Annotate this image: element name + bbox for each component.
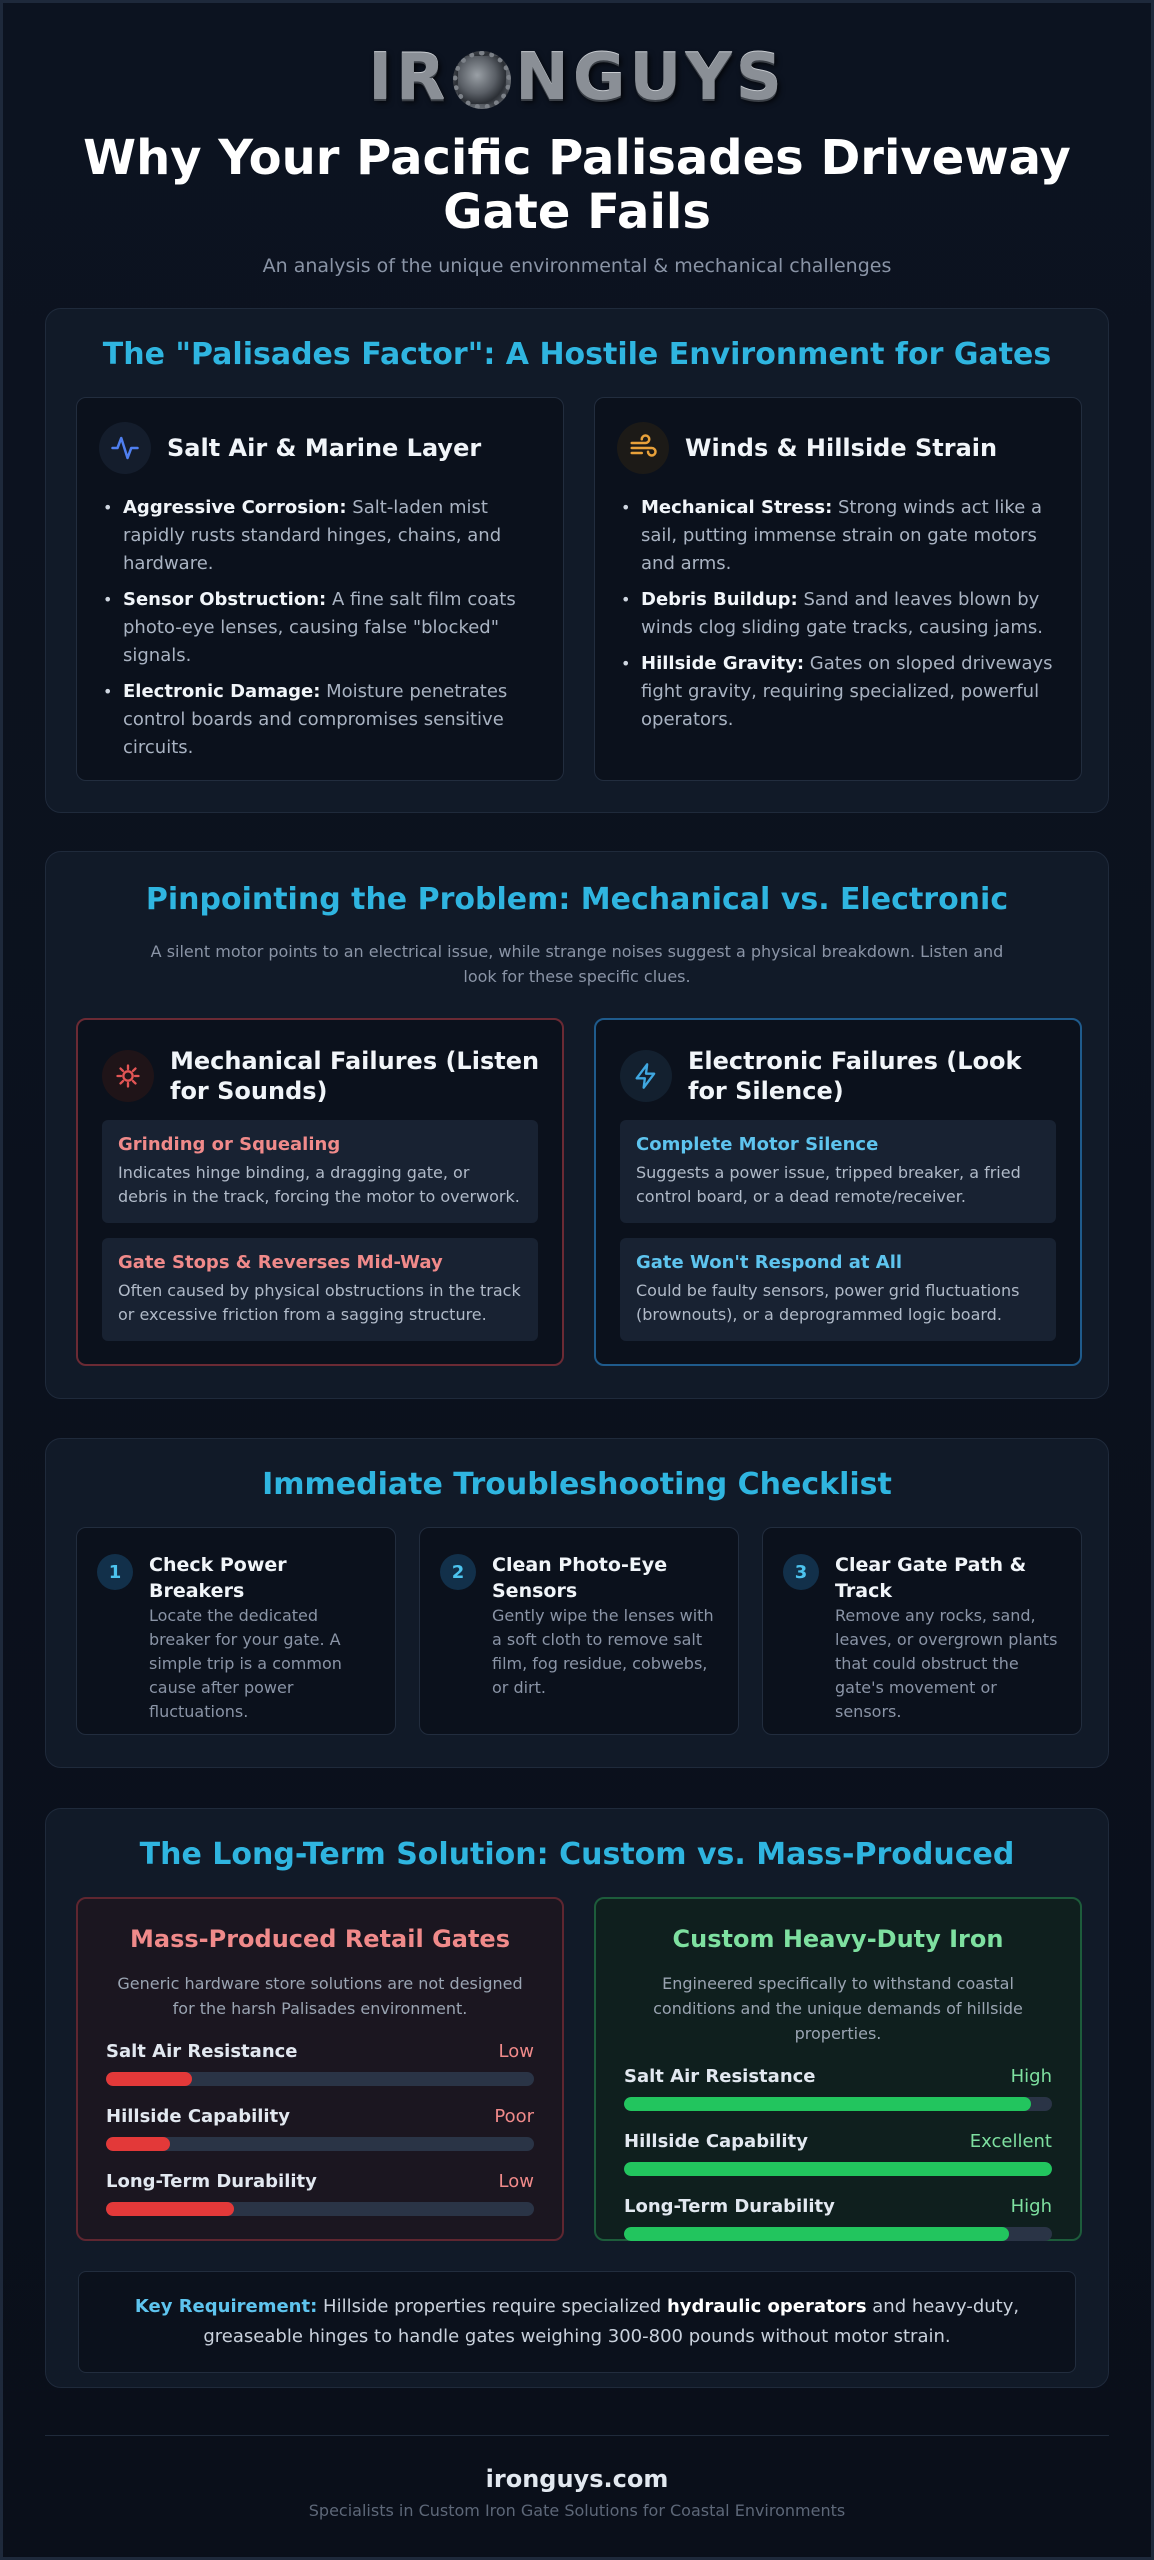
step-text: Gently wipe the lenses with a soft cloth to remove salt film, fog residue, cobwebs, or dirt.: [492, 1606, 714, 1697]
electronic-failures-card: [594, 1018, 1082, 1366]
solution-section: [45, 1808, 1109, 2388]
failure-item: [620, 1120, 1056, 1223]
failure-title: Gate Won't Respond at All: [636, 1252, 903, 1273]
list-item: • Electronic Damage: Moisture penetrates control boards and compromises sensitive circuits.: [99, 678, 541, 762]
card-title: Salt Air & Marine Layer: [167, 434, 482, 462]
checklist-section: [45, 1438, 1109, 1768]
metric-bar: [624, 2227, 1052, 2241]
metric-label: Salt Air Resistance: [624, 2066, 816, 2087]
custom-iron-card: [594, 1897, 1082, 2241]
metric-fill: [106, 2202, 234, 2216]
metric-label: Hillside Capability: [624, 2131, 808, 2152]
list-item: • Debris Buildup: Sand and leaves blown by winds clog sliding gate tracks, causing jams.: [617, 586, 1059, 642]
key-highlight: hydraulic operators: [666, 2296, 867, 2317]
metric-bar: [624, 2097, 1052, 2111]
metric: [624, 2196, 1052, 2241]
step-number: 3: [783, 1554, 819, 1590]
metric-value: High: [1010, 2196, 1052, 2217]
retail-gates-card: [76, 1897, 564, 2241]
section-note: A silent motor points to an electrical issue, while strange noises suggest a physical breakdown. Listen and look for these specific clues.: [150, 942, 1004, 986]
palisades-factor-section: [45, 308, 1109, 813]
failure-item: [102, 1238, 538, 1341]
failure-text: Suggests a power issue, tripped breaker, a fried control board, or a dead remote/receiver.: [636, 1163, 1021, 1206]
metric-bar: [106, 2072, 534, 2086]
card-description: Engineered specifically to withstand coastal conditions and the unique demands of hillside properties.: [653, 1974, 1023, 2043]
footer-tagline: Specialists in Custom Iron Gate Solutions for Coastal Environments: [308, 2501, 846, 2520]
key-text: and heavy-duty, greaseable hinges to handle gates weighing 300-800 pounds without motor strain.: [203, 2296, 1020, 2347]
checklist-step: [419, 1527, 739, 1735]
step-title: Check Power Breakers: [149, 1554, 287, 1602]
step-title: Clean Photo-Eye Sensors: [492, 1554, 668, 1602]
metric: [624, 2066, 1052, 2111]
list-item: • Aggressive Corrosion: Salt-laden mist rapidly rusts standard hinges, chains, and hardware.: [99, 494, 541, 578]
lightning-icon: [620, 1050, 672, 1102]
failure-item: [102, 1120, 538, 1223]
card-description: Generic hardware store solutions are not designed for the harsh Palisades environment.: [117, 1974, 523, 2018]
step-text: Locate the dedicated breaker for your gate. A simple trip is a common cause after power fluctuations.: [149, 1606, 342, 1721]
card-title: Custom Heavy-Duty Iron: [672, 1925, 1004, 1953]
section-title: The Long-Term Solution: Custom vs. Mass-Produced: [139, 1837, 1015, 1872]
step-title: Clear Gate Path & Track: [835, 1554, 1027, 1602]
list-item: • Mechanical Stress: Strong winds act like a sail, putting immense strain on gate motors and arms.: [617, 494, 1059, 578]
metric-value: Poor: [494, 2106, 534, 2127]
step-text: Remove any rocks, sand, leaves, or overgrown plants that could obstruct the gate's movement or sensors.: [835, 1606, 1058, 1721]
metric-fill: [624, 2162, 1052, 2176]
metric-value: High: [1010, 2066, 1052, 2087]
metric: [106, 2171, 534, 2216]
failure-title: Gate Stops & Reverses Mid-Way: [118, 1252, 443, 1273]
metric-value: Low: [498, 2171, 534, 2192]
card-title: Mechanical Failures (Listen for Sounds): [170, 1047, 540, 1105]
metric-value: Excellent: [969, 2131, 1052, 2152]
checklist-step: [762, 1527, 1082, 1735]
failure-text: Often caused by physical obstructions in the track or excessive friction from a sagging structure.: [118, 1281, 521, 1324]
section-title: Pinpointing the Problem: Mechanical vs. Electronic: [145, 882, 1009, 917]
card-title: Electronic Failures (Look for Silence): [688, 1047, 1022, 1105]
metric: [624, 2131, 1052, 2176]
section-title: Immediate Troubleshooting Checklist: [262, 1467, 892, 1502]
metric-bar: [106, 2137, 534, 2151]
failure-title: Grinding or Squealing: [118, 1134, 341, 1155]
key-text: Hillside properties require specialized: [317, 2296, 667, 2317]
step-number: 2: [440, 1554, 476, 1590]
metric-label: Salt Air Resistance: [106, 2041, 298, 2062]
mechanical-failures-card: [76, 1018, 564, 1366]
key-requirement-box: [78, 2271, 1076, 2373]
problem-section: [45, 851, 1109, 1399]
metric-fill: [624, 2227, 1009, 2241]
card-title: Winds & Hillside Strain: [685, 434, 998, 462]
logo-text-right: NGUYS: [515, 41, 786, 115]
list-item: • Sensor Obstruction: A fine salt film coats photo-eye lenses, causing false "blocked" signals.: [99, 586, 541, 670]
page-subtitle: An analysis of the unique environmental & mechanical challenges: [262, 255, 892, 277]
failure-text: Indicates hinge binding, a dragging gate, or debris in the track, forcing the motor to overwork.: [118, 1163, 520, 1206]
metric-fill: [624, 2097, 1031, 2111]
page-title: Why Your Pacific Palisades Driveway Gate Fails: [83, 130, 1071, 240]
logo-text-left: IR: [368, 41, 450, 115]
gear-icon: [453, 51, 511, 109]
metric: [106, 2041, 534, 2086]
metric: [106, 2106, 534, 2151]
step-number: 1: [97, 1554, 133, 1590]
metric-bar: [624, 2162, 1052, 2176]
failure-title: Complete Motor Silence: [636, 1134, 879, 1155]
wind-icon: [617, 422, 669, 474]
broken-gear-icon: [102, 1050, 154, 1102]
failure-text: Could be faulty sensors, power grid fluctuations (brownouts), or a deprogrammed logic board.: [636, 1281, 1020, 1324]
footer-divider: [45, 2435, 1109, 2436]
ironguys-logo[interactable]: [45, 43, 1109, 113]
key-requirement-label: Key Requirement:: [134, 2296, 318, 2317]
failure-item: [620, 1238, 1056, 1341]
metric-fill: [106, 2137, 170, 2151]
metric-value: Low: [498, 2041, 534, 2062]
metric-bar: [106, 2202, 534, 2216]
metric-label: Long-Term Durability: [106, 2171, 317, 2192]
metric-label: Long-Term Durability: [624, 2196, 835, 2217]
winds-hillside-card: [594, 397, 1082, 781]
metric-fill: [106, 2072, 192, 2086]
metric-label: Hillside Capability: [106, 2106, 290, 2127]
salt-air-card: [76, 397, 564, 781]
section-title: The "Palisades Factor": A Hostile Environment for Gates: [102, 337, 1052, 372]
activity-icon: [99, 422, 151, 474]
card-title: Mass-Produced Retail Gates: [130, 1925, 510, 1953]
checklist-step: [76, 1527, 396, 1735]
footer-site-link[interactable]: ironguys.com: [485, 2465, 669, 2493]
list-item: • Hillside Gravity: Gates on sloped driveways fight gravity, requiring specialized, powerful operators.: [617, 650, 1059, 734]
